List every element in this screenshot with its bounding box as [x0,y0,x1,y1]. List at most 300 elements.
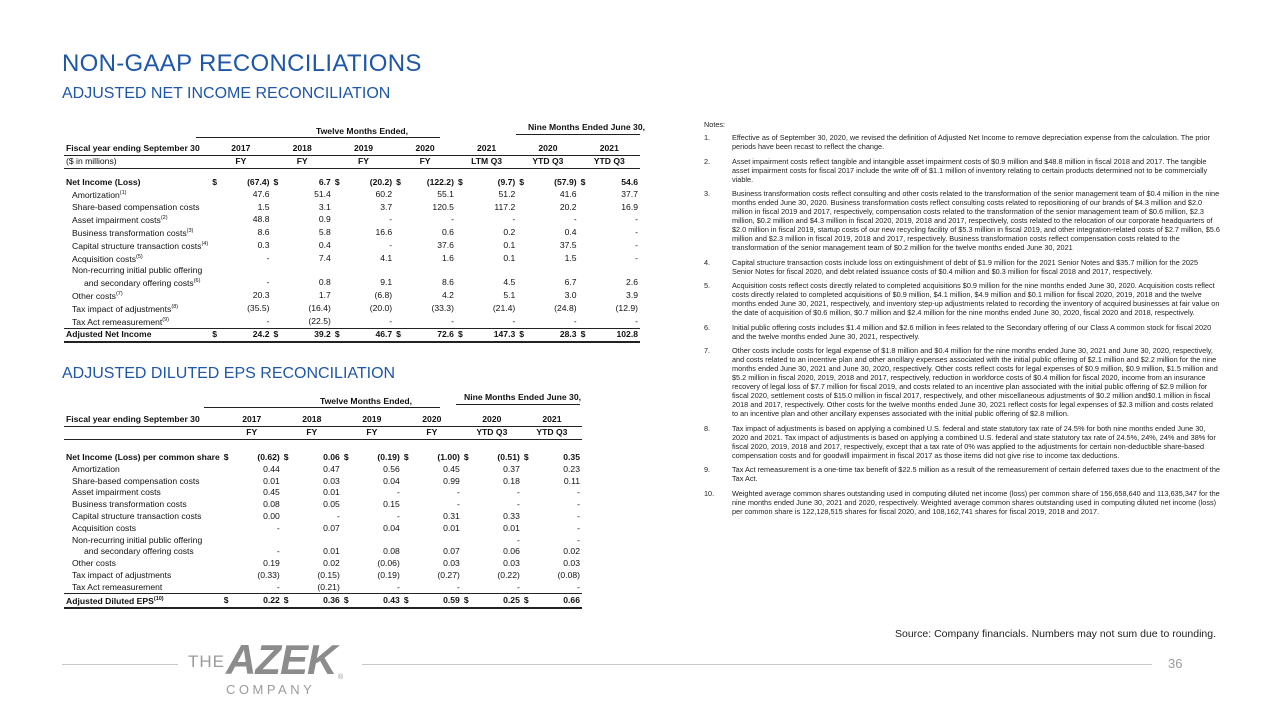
cell-value: (20.0) [369,302,393,313]
cell-value: 0.04 [383,475,400,486]
cell-value: (35.5) [247,302,270,313]
cell-value: 41.6 [559,189,577,200]
note-item [704,323,1220,341]
table1-year: 2020 [538,143,558,154]
currency-symbol [282,487,295,499]
cell-value: (20.2) [369,176,393,187]
row-label [64,499,222,511]
cell-value: 8.6 [441,277,454,288]
currency-symbol [402,581,415,593]
note-item [704,189,1220,252]
cell-value: 48.8 [252,213,270,224]
source-note: Source: Company financials. Numbers may not sum due to rounding. [895,628,1216,640]
currency-symbol [342,534,355,546]
cell-value: - [389,213,393,224]
cell-value: - [456,499,460,510]
cell-value: - [336,510,340,521]
currency-symbol [522,558,535,570]
row-label-text: Adjusted Diluted EPS [66,596,154,607]
currency-symbol [282,581,295,593]
cell-value: 3.7 [380,201,393,212]
section-title-net-income: ADJUSTED NET INCOME RECONCILIATION [62,85,391,102]
row-label-text: Capital structure transaction costs [72,240,202,251]
cell-value: - [577,499,580,510]
table2-nine-rule [456,404,580,405]
cell-value: - [396,581,400,592]
cell-value: 20.2 [559,201,577,212]
currency-symbol [402,475,415,487]
currency-symbol [456,201,470,213]
table2-year: 2018 [302,414,322,425]
row-label-text: Share-based compensation costs [72,475,200,486]
table1-period: FY [235,156,247,167]
table2-period-row [64,426,582,439]
currency-symbol [333,276,347,289]
table-row [64,201,640,213]
cell-value: 0.07 [443,546,460,557]
table-row [64,213,640,226]
currency-symbol [210,226,224,239]
note-number: 5. [704,281,711,290]
currency-symbol [579,201,593,213]
table-row [64,239,640,252]
cell-value: 37.5 [559,239,577,250]
cell-value [531,264,579,276]
currency-symbol: $ [212,329,217,340]
currency-symbol [456,289,470,302]
currency-symbol [342,487,355,499]
cell-value: (16.4) [308,302,331,313]
cell-value: 0.23 [563,463,580,474]
currency-symbol [222,581,235,593]
currency-symbol [456,239,470,252]
table2-body [64,452,582,608]
cell-value: 16.6 [375,226,393,237]
currency-symbol [222,511,235,523]
table-row [64,546,582,558]
currency-symbol [522,487,535,499]
cell-value: - [456,581,460,592]
currency-symbol: $ [283,595,289,606]
row-label [64,328,210,341]
cell-value: - [396,487,400,498]
note-number: 8. [704,423,711,433]
table1-group-nine: Nine Months Ended June 30, [528,122,645,132]
currency-symbol [333,188,347,201]
logo-company: COMPANY [226,682,316,697]
currency-symbol: $ [334,176,340,187]
table1-year: 2019 [353,143,374,154]
footnote-marker: (3) [186,227,194,234]
cell-value: 0.37 [503,463,520,474]
row-label-text: Net Income (Loss) per common share [66,451,220,462]
cell-value: 0.03 [323,475,340,486]
cell-value: 5.1 [503,290,516,301]
table1-twelve-rule [196,137,440,138]
cell-value: - [389,239,393,250]
cell-value: 51.4 [314,189,331,200]
azek-logo [188,636,348,697]
currency-symbol [402,499,415,511]
currency-symbol: $ [580,176,586,187]
cell-value: 1.5 [564,252,577,263]
table2-year: 2017 [242,414,262,425]
cell-value: 0.31 [443,510,460,521]
cell-value: 1.7 [318,290,331,301]
cell-value: 9.1 [380,277,393,288]
note-text: Business transformation costs reflect consulting and other costs related to the transformation of the senior management team of $0.4 million in the nine months ended June 30, 2020. Business transformation costs reflect consulting costs related to repositioning of our brands of $4.3 million and $2.0 million in fiscal 2019 and 2017, respectively, compensation costs related to the transformation of the senior management team of $0.6 million, $2.3 million, $0.2 million and $4.3 million in fiscal 2020, 2019, 2018 and 2017, respectively, costs related to the relocation of our corporate headquarters of $2.0 million in fiscal 2019, startup costs of our new recycling facility of $5.3 million in fiscal 2019, and other integration-related costs of $2.7 million, $5.6 million and $2.3 million in fiscal 2019, 2018 and 2017, respectively. Business transformation costs reflect compensation costs related to the transformation of the senior management team of $0.2 million for the twelve months ended June 30, 2021 [732,189,1220,252]
currency-symbol: $ [523,451,529,462]
row-label [64,188,210,201]
currency-symbol: $ [519,176,525,187]
notes-header: Notes: [704,120,726,129]
row-label-text: Other costs [72,291,116,301]
cell-value: 0.08 [383,546,400,557]
cell-value: - [635,213,638,224]
cell-value: (122.2) [426,176,454,187]
row-label [64,463,222,475]
currency-symbol [517,276,531,289]
row-label [64,252,210,265]
currency-symbol [272,264,286,276]
cell-value: 0.19 [263,558,280,569]
cell-value: 37.7 [621,189,638,200]
cell-value: (12.9) [615,302,638,313]
table-row [64,302,640,315]
currency-symbol [333,315,347,328]
currency-symbol [462,487,475,499]
currency-symbol [462,570,475,582]
currency-symbol [272,213,286,226]
currency-symbol [522,534,535,546]
footnote-marker: (5) [136,253,143,260]
table2-year: 2021 [542,414,562,425]
cell-value: 8.6 [257,226,270,237]
footnote-marker: (1) [119,190,127,197]
cell-value: 0.05 [323,499,340,510]
currency-symbol [462,511,475,523]
row-label-text: Other costs [72,558,116,569]
currency-symbol [210,289,224,302]
row-label-text: Asset impairment costs [72,487,161,498]
cell-value [469,264,517,276]
cell-value: - [516,581,520,592]
row-label [64,302,210,315]
cell-value: 0.35 [563,451,580,462]
cell-value: 0.22 [263,595,280,606]
cell-value: (0.15) [317,569,340,580]
row-label [64,522,222,534]
currency-symbol [522,546,535,558]
row-label [64,177,210,189]
table1-period: LTM Q3 [471,156,503,167]
cell-value: 0.03 [503,558,520,569]
footnote-marker: (9) [162,316,170,323]
cell-value: 0.01 [323,546,340,557]
cell-value: - [635,315,638,326]
row-label-text: Acquisition costs [72,253,137,264]
footnote-marker: (7) [115,291,123,298]
currency-symbol [272,188,286,201]
cell-value: (0.27) [437,569,460,580]
cell-value: - [396,510,400,521]
table1-period: FY [358,156,369,167]
cell-value [346,264,394,276]
cell-value: 0.06 [323,451,340,462]
currency-symbol [517,315,531,328]
currency-symbol [402,463,415,475]
currency-symbol [517,239,531,252]
currency-symbol [579,252,593,265]
cell-value: 0.04 [383,522,400,533]
cell-value [408,264,456,276]
cell-value: (0.19) [377,451,400,462]
table1-group-twelve: Twelve Months Ended, [316,126,408,136]
table1-period: YTD Q3 [532,156,564,167]
currency-symbol [456,188,470,201]
table2-period: FY [306,427,318,438]
currency-symbol [517,213,531,226]
currency-symbol [272,276,286,289]
cell-value: 2.6 [626,277,638,288]
cell-value: (33.3) [431,302,454,313]
cell-value: 1.5 [257,201,270,212]
currency-symbol [522,475,535,487]
cell-value: 55.1 [437,189,454,200]
currency-symbol [222,546,235,558]
cell-value: 16.9 [621,201,638,212]
currency-symbol [394,239,408,252]
row-label [64,315,210,328]
cell-value: 0.01 [263,475,280,486]
table1-year: 2017 [231,143,251,154]
currency-symbol [402,546,415,558]
cell-value: (57.9) [554,176,577,187]
currency-symbol [333,289,347,302]
cell-value: 0.11 [563,475,580,486]
currency-symbol [462,522,475,534]
cell-value: (0.06) [377,558,400,569]
cell-value: 0.07 [323,522,340,533]
cell-value [235,534,282,546]
cell-value: 0.43 [383,595,400,606]
cell-value: 120.5 [432,201,454,212]
cell-value [295,534,342,546]
cell-value: 0.02 [563,546,580,557]
cell-value: - [276,581,280,592]
row-label-text: Tax Act remeasurement [72,316,163,327]
currency-symbol [579,289,593,302]
row-label [64,239,210,252]
cell-value: 0.02 [323,558,340,569]
currency-symbol [222,463,235,475]
currency-symbol [210,188,224,201]
currency-symbol [402,558,415,570]
cell-value: 6.7 [318,176,331,187]
currency-symbol [333,264,347,276]
cell-value [592,264,640,276]
table2-period: YTD Q3 [536,427,568,438]
row-label-text: Amortization [72,463,120,474]
currency-symbol [394,264,408,276]
logo-azek: AZEK [226,636,337,683]
cell-value: 0.99 [443,475,460,486]
row-label-text: and secondary offering costs [84,546,194,557]
row-label-text: Amortization [72,190,120,201]
note-number: 1. [704,133,711,142]
currency-symbol: $ [403,595,409,606]
currency-symbol [342,522,355,534]
note-item [704,424,1220,460]
currency-symbol [222,499,235,511]
cell-value: - [577,581,580,592]
row-label [64,487,222,499]
cell-value: (22.5) [308,315,331,326]
cell-value: 147.3 [493,329,516,340]
table1-period: FY [296,156,308,167]
currency-symbol [522,522,535,534]
footer-rule-left [62,664,178,665]
note-number: 9. [704,465,711,474]
table2-group-twelve: Twelve Months Ended, [320,396,412,406]
table2-year: 2019 [362,414,382,425]
currency-symbol [342,463,355,475]
cell-value: 39.2 [314,329,331,340]
note-number: 3. [704,189,711,198]
row-label [64,594,222,608]
currency-symbol [272,239,286,252]
currency-symbol: $ [403,451,409,462]
row-label-text: Tax impact of adjustments [72,569,172,580]
cell-value: 54.6 [621,176,638,187]
currency-symbol [394,302,408,315]
currency-symbol: $ [273,176,279,187]
cell-value: 0.25 [503,595,520,606]
note-text: Capital structure transaction costs include loss on extinguishment of debt of $1.9 million for the 2021 Senior Notes and $35.7 million for the 2025 Senior Notes for fiscal 2020, and debt related issuance costs of $0.4 million and $0.3 million for fiscal 2018 and 2017, respectively. [732,257,1199,276]
cell-value: 102.8 [616,329,638,340]
table-row [64,188,640,201]
table1-unit-label: ($ in millions) [66,156,117,167]
note-text: Weighted average common shares outstanding used in computing diluted net income (loss) per common share of 156,658,640 and 113,635,347 for the nine months ended June 30, 2021 and 2020, respectively. Weighted average common shares outstanding used in computing diluted net income (loss) per common share is 122,128,515 shares for fiscal 2020, and 108,162,741 shares for fiscal 2019, 2018 and 2017. [732,488,1220,516]
currency-symbol: $ [457,176,463,187]
currency-symbol [394,276,408,289]
currency-symbol [342,475,355,487]
currency-symbol [272,289,286,302]
currency-symbol [394,226,408,239]
cell-value: 0.01 [503,522,520,533]
cell-value: 0.2 [503,226,516,237]
cell-value: (0.51) [497,451,520,462]
currency-symbol [210,201,224,213]
row-label-text: Tax Act remeasurement [72,581,163,592]
table1-year: 2021 [477,143,497,154]
currency-symbol [342,570,355,582]
cell-value: 0.9 [318,213,331,224]
table2-period: FY [246,427,258,438]
cell-value: - [389,315,393,326]
footnote-marker: (4) [201,240,209,247]
currency-symbol [394,289,408,302]
currency-symbol [579,188,593,201]
currency-symbol [282,463,295,475]
currency-symbol [282,534,295,546]
footer-rule-right [362,664,1152,665]
cell-value: (0.21) [317,581,340,592]
currency-symbol [333,302,347,315]
row-label-text: and secondary offering costs [84,278,194,289]
table1-body [64,177,640,342]
cell-value: - [516,487,520,498]
currency-symbol [333,239,347,252]
table-row [64,570,582,582]
cell-value: (0.33) [257,569,280,580]
currency-symbol: $ [396,176,401,187]
cell-value: (67.4) [247,176,270,187]
cell-value: 0.01 [323,487,340,498]
cell-value: - [577,487,580,498]
row-label [64,289,210,302]
cell-value: 28.3 [559,329,577,340]
cell-value: 0.59 [443,595,460,606]
row-label [64,546,222,558]
currency-symbol [517,302,531,315]
currency-symbol [579,276,593,289]
note-item [704,465,1220,483]
note-text: Initial public offering costs includes $1.4 million and $2.6 million in fees related to the Secondary offering of our Class A common stock for fiscal 2020 and the twelve months ended June 30, 2021, respectively. [732,322,1212,341]
currency-symbol [342,546,355,558]
currency-symbol: $ [463,451,469,462]
currency-symbol [282,511,295,523]
currency-symbol [342,511,355,523]
cell-value: 4.5 [503,277,516,288]
note-item [704,489,1220,516]
table1-year: 2020 [415,143,435,154]
table1-year: 2018 [292,143,312,154]
row-label-text: Share-based compensation costs [72,201,200,212]
currency-symbol [456,315,470,328]
cell-value: - [512,315,516,326]
currency-symbol [282,570,295,582]
cell-value: (0.08) [557,569,580,580]
currency-symbol [210,302,224,315]
table-row [64,328,640,341]
cell-value: 0.06 [503,546,520,557]
row-label [64,264,210,276]
currency-symbol [272,201,286,213]
table1-year-row [64,143,640,155]
cell-value: 60.2 [375,189,393,200]
currency-symbol: $ [223,451,229,462]
cell-value: - [276,546,280,557]
table1-period: FY [419,156,431,167]
cell-value: - [573,315,577,326]
row-label-text: Non-recurring initial public offering [72,534,203,545]
currency-symbol [579,239,593,252]
cell-value: 5.8 [318,226,331,237]
table-row [64,177,640,189]
table-row [64,487,582,499]
cell-value: 0.18 [503,475,520,486]
currency-symbol [282,558,295,570]
currency-symbol: $ [223,595,229,606]
table-row [64,315,640,328]
cell-value: 0.45 [443,463,460,474]
cell-value [224,264,272,276]
row-label [64,452,222,464]
cell-value: - [577,522,580,533]
currency-symbol [210,252,224,265]
logo-the: THE [188,652,225,671]
